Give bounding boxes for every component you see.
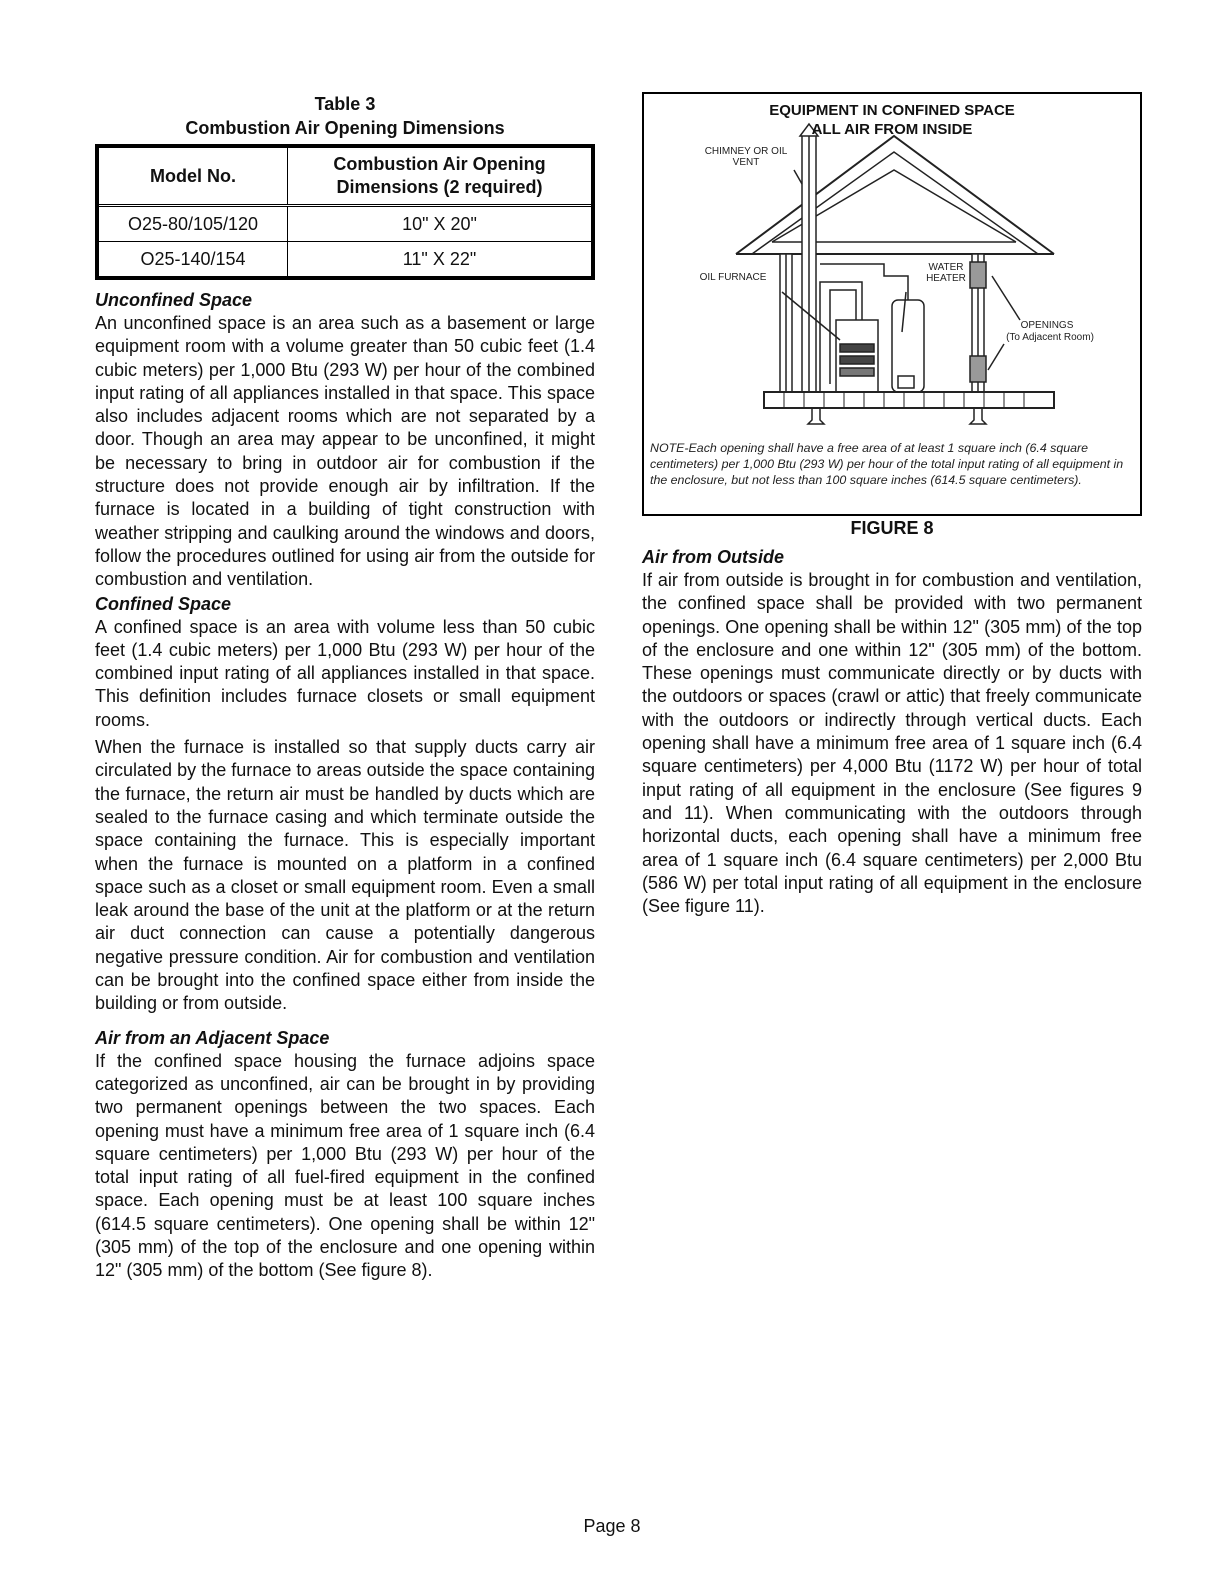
paragraph-unconfined-space: An unconfined space is an area such as a basement or large equipment room with a volume greater than 50 cubic feet (1.4 cubic meters) per 1,000 Btu (293 W) per hour of the combined input rating of all appliances installed in that space. This space also includes adjacent rooms which are not separated by a door. Though an area may appear to be unconfined, it might be necessary to bring in outdoor air for combustion if the structure does not provide enough air by infiltration. If the furnace is located in a building of tight construction with weather stripping and caulking around the windows and doors, follow the procedures outlined for using air from the outside for combustion and ventilation. <box>95 313 595 590</box>
figure-note: NOTE-Each opening shall have a free area of at least 1 square inch (6.4 square centimeters) per 1,000 Btu (293 W) per hour of the total input rating of all equipment in the enclosure, but not less than 100 square inches (614.5 square centimeters). <box>650 441 1124 487</box>
table-row <box>97 206 593 242</box>
label-openings: OPENINGS <box>1020 320 1074 331</box>
label-chimney: CHIMNEY OR OIL VENT <box>704 146 788 168</box>
table-cell-model: O25-80/105/120 <box>97 206 288 242</box>
column-header-dimensions: Combustion Air Opening Dimensions (2 required) <box>288 146 594 206</box>
label-water-heater: WATER HEATER <box>926 262 966 284</box>
table-cell-model: O25-140/154 <box>97 242 288 279</box>
table-cell-dimensions: 10" X 20" <box>288 206 594 242</box>
table-caption-title: Combustion Air Opening Dimensions <box>185 118 505 138</box>
label-openings-sub: (To Adjacent Room) <box>1006 332 1094 343</box>
heading-air-from-outside: Air from Outside <box>642 547 785 567</box>
heading-adjacent-space: Air from an Adjacent Space <box>95 1027 330 1048</box>
label-oil-furnace: OIL FURNACE <box>699 272 767 283</box>
heading-confined-space: Confined Space <box>95 593 232 614</box>
right-column <box>642 92 1142 918</box>
left-column <box>95 92 595 1283</box>
paragraph-adjacent-space: If the confined space housing the furnace adjoins space categorized as unconfined, air can be brought in by providing two permanent openings between the two spaces. Each opening must have a minimum free area of 1 square inch (6.4 square centimeters) per 1,000 Btu (293 W) per hour of the total input rating of all fuel-fired equipment in the confined space. Each opening must be at least 100 square inches (614.5 square centimeters). One opening shall be within 12" (305 mm) of the top of the enclosure and one opening within 12" (305 mm) of the bottom (See figure 8). <box>95 1050 595 1281</box>
figure-8-box <box>642 92 1142 516</box>
figure-title: EQUIPMENT IN CONFINED SPACE <box>769 102 1015 119</box>
paragraph-confined-space-2: When the furnace is installed so that supply ducts carry air circulated by the furnace to areas outside the space containing the furnace, the return air must be handled by ducts which are sealed to the furnace casing and which terminate outside the space containing the furnace. This is especially important when the furnace is mounted on a platform in a confined space such as a closet or small equipment room. Even a small leak around the base of the unit at the platform or at the return air duct connection can cause a potentially dangerous negative pressure condition. Air for combustion and ventilation can be brought into the confined space either from inside the building or from outside. <box>95 737 595 1014</box>
column-header-model: Model No. <box>97 146 288 206</box>
paragraph-confined-space-1: A confined space is an area with volume less than 50 cubic feet (1.4 cubic meters) per 1,000 Btu (293 W) per hour of the combined input rating of all appliances installed in that space. This definition includes furnace closets or small equipment rooms. <box>95 616 595 730</box>
paragraph-air-from-outside: If air from outside is brought in for combustion and ventilation, the confined space shall be provided with two permanent openings. One opening shall be within 12" (305 mm) of the top of the enclosure and one within 12" (305 mm) of the bottom. These openings must communicate directly or by ducts with the outdoors or spaces (crawl or attic) that freely communicate with the outdoors or indirectly through vertical ducts. Each opening shall have a minimum free area of 1 square inch (6.4 square centimeters) per 4,000 Btu (1172 W) per hour of total input rating of all equipment in the enclosure (See figures 9 and 11). When communicating with the outdoors through horizontal ducts, each opening shall have a minimum free area of 1 square inch (6.4 square centimeters) per 2,000 Btu (586 W) per total input rating of all equipment in the enclosure (See figure 11). <box>642 570 1142 917</box>
table-caption-number: Table 3 <box>314 94 376 114</box>
table-row <box>97 242 593 279</box>
figure-caption: FIGURE 8 <box>850 518 934 538</box>
figure-subtitle: ALL AIR FROM INSIDE <box>811 121 973 138</box>
heading-unconfined-space: Unconfined Space <box>95 290 253 310</box>
table-cell-dimensions: 11" X 22" <box>288 242 594 279</box>
combustion-air-table <box>95 144 595 280</box>
page-number: Page 8 <box>583 1516 641 1536</box>
